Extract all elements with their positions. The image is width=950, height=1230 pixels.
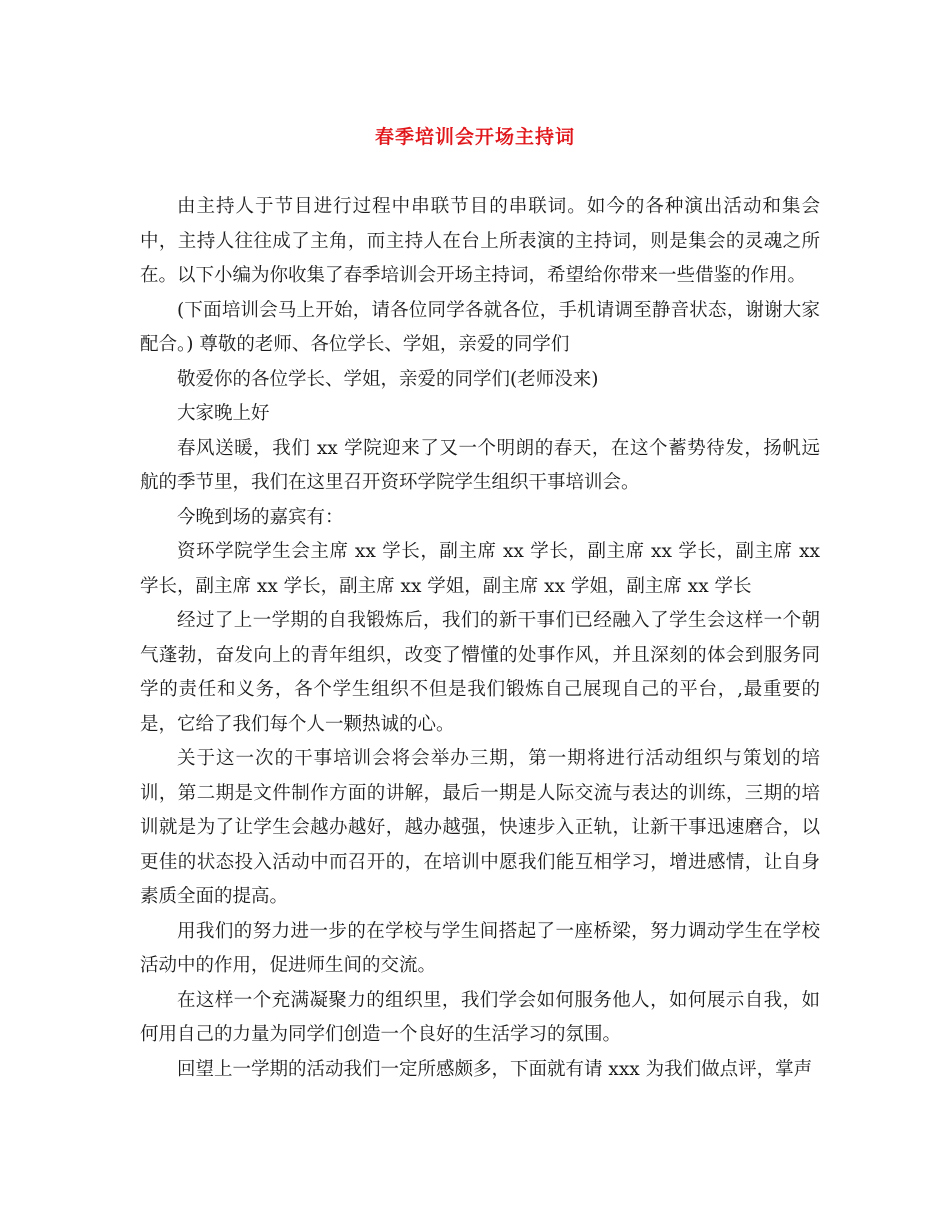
paragraph-greeting-alt: 敬爱你的各位学长、学姐，亲爱的同学们(老师没来) <box>177 368 599 390</box>
paragraph-training-plan: 关于这一次的干事培训会将会举办三期，第一期将进行活动组织与策划的培训，第二期是文件制作方面的讲解，最后一期是人际交流与表达的训练，三期的培训就是为了让学生会越办越好，越办越强，快速步入正轨，让新干事迅速磨合，以更佳的状态投入活动中而召开的，在培训中愿我们能互相学习，增进感情，让自身素质全面的提高。 <box>140 748 820 907</box>
paragraph-intro: 由主持人于节目进行过程中串联节目的串联词。如今的各种演出活动和集会中，主持人往往成了主角，而主持人在台上所表演的主持词，则是集会的灵魂之所在。以下小编为你收集了春季培训会开场主持词，希望给你带来一些借鉴的作用。 <box>140 196 820 286</box>
paragraph-opening-notice: (下面培训会马上开始，请各位同学各就各位，手机请调至静音状态，谢谢大家配合。) 尊敬的老师、各位学长、学姐，亲爱的同学们 <box>140 299 820 355</box>
paragraph-guests-list: 资环学院学生会主席 xx 学长，副主席 xx 学长，副主席 xx 学长，副主席 xx 学长，副主席 xx 学长，副主席 xx 学姐，副主席 xx 学姐，副主席 xx 学长 <box>140 541 820 597</box>
document-title: 春季培训会开场主持词 <box>374 126 575 148</box>
document-body <box>140 190 820 1087</box>
paragraph-organization: 在这样一个充满凝聚力的组织里，我们学会如何服务他人，如何展示自我，如何用自己的力量为同学们创造一个良好的生活学习的氛围。 <box>140 989 820 1045</box>
paragraph-experience: 经过了上一学期的自我锻炼后，我们的新干事们已经融入了学生会这样一个朝气蓬勃，奋发向上的青年组织，改变了懵懂的处事作风，并且深刻的体会到服务同学的责任和义务，各个学生组织不但是我们锻炼自己展现自己的平台，,最重要的是，它给了我们每个人一颗热诚的心。 <box>140 610 820 735</box>
paragraph-spring: 春风送暖，我们 xx 学院迎来了又一个明朗的春天，在这个蓄势待发，扬帆远航的季节里，我们在这里召开资环学院学生组织干事培训会。 <box>140 437 820 493</box>
paragraph-review: 回望上一学期的活动我们一定所感颇多，下面就有请 xxx 为我们做点评，掌声 <box>177 1058 813 1080</box>
paragraph-good-evening: 大家晚上好 <box>177 403 270 424</box>
paragraph-guests-heading: 今晚到场的嘉宾有： <box>177 506 344 528</box>
paragraph-bridge: 用我们的努力进一步的在学校与学生间搭起了一座桥梁，努力调动学生在学校活动中的作用，促进师生间的交流。 <box>140 920 820 976</box>
